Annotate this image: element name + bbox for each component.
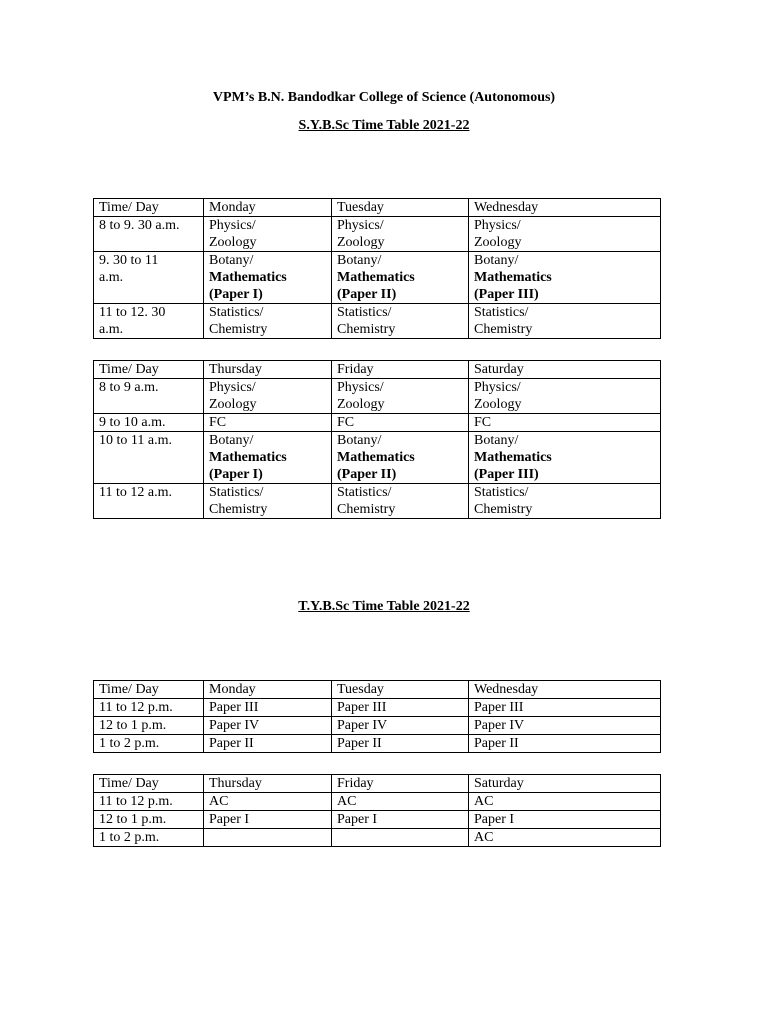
table-row xyxy=(94,793,661,811)
table-cell: Statistics/ Chemistry xyxy=(204,484,332,519)
table-row xyxy=(94,217,661,252)
sy-timetable-thu-sat xyxy=(93,360,661,519)
time-cell: 9. 30 to 11 a.m. xyxy=(94,252,204,304)
header-cell: Tuesday xyxy=(332,681,469,699)
college-title: VPM’s B.N. Bandodkar College of Science (Autonomous) xyxy=(212,90,556,105)
table-cell: Paper I xyxy=(332,811,469,829)
table-cell: Statistics/ Chemistry xyxy=(469,304,661,339)
table-cell: Statistics/ Chemistry xyxy=(332,484,469,519)
table-cell xyxy=(332,432,469,484)
time-cell: 12 to 1 p.m. xyxy=(94,811,204,829)
subject-bold-text: Mathematics (Paper II) xyxy=(337,270,415,302)
header-cell: Wednesday xyxy=(469,681,661,699)
subject-text: Botany/ xyxy=(209,433,254,448)
ty-timetable-thu-sat xyxy=(93,774,661,847)
time-cell: 8 to 9. 30 a.m. xyxy=(94,217,204,252)
subject-text: Botany/ xyxy=(474,253,519,268)
header-cell: Time/ Day xyxy=(94,681,204,699)
table-cell: AC xyxy=(469,829,661,847)
header-cell: Friday xyxy=(332,361,469,379)
table-cell xyxy=(332,252,469,304)
table-cell: Paper III xyxy=(332,699,469,717)
table-cell: Statistics/ Chemistry xyxy=(332,304,469,339)
time-cell: 11 to 12 p.m. xyxy=(94,793,204,811)
table-cell: Physics/ Zoology xyxy=(204,217,332,252)
table-cell: AC xyxy=(204,793,332,811)
header-cell: Time/ Day xyxy=(94,361,204,379)
table-cell xyxy=(469,252,661,304)
time-cell: 11 to 12 p.m. xyxy=(94,699,204,717)
table-cell: Paper II xyxy=(204,735,332,753)
table-row xyxy=(94,717,661,735)
header-cell: Monday xyxy=(204,681,332,699)
sy-timetable-mon-wed xyxy=(93,198,661,339)
table-row xyxy=(94,484,661,519)
table-header-row xyxy=(94,775,661,793)
header-cell: Wednesday xyxy=(469,199,661,217)
time-cell: 9 to 10 a.m. xyxy=(94,414,204,432)
subject-bold-text: Mathematics (Paper III) xyxy=(474,450,552,482)
header-cell: Saturday xyxy=(469,775,661,793)
table-cell: Statistics/ Chemistry xyxy=(204,304,332,339)
table-row xyxy=(94,699,661,717)
time-cell: 1 to 2 p.m. xyxy=(94,735,204,753)
table-cell: Paper I xyxy=(204,811,332,829)
table-row xyxy=(94,379,661,414)
table-header-row xyxy=(94,681,661,699)
table-cell xyxy=(204,252,332,304)
table-cell: FC xyxy=(204,414,332,432)
table-cell: Paper IV xyxy=(469,717,661,735)
subject-text: Botany/ xyxy=(337,433,382,448)
table-cell: AC xyxy=(469,793,661,811)
table-row xyxy=(94,432,661,484)
time-cell: 12 to 1 p.m. xyxy=(94,717,204,735)
header-cell: Time/ Day xyxy=(94,199,204,217)
table-cell: Physics/ Zoology xyxy=(469,379,661,414)
table-cell xyxy=(469,432,661,484)
table-cell: FC xyxy=(332,414,469,432)
table-cell: Statistics/ Chemistry xyxy=(469,484,661,519)
table-cell: Paper IV xyxy=(332,717,469,735)
ty-timetable-mon-wed xyxy=(93,680,661,753)
table-cell: Paper IV xyxy=(204,717,332,735)
table-header-row xyxy=(94,361,661,379)
header-cell: Time/ Day xyxy=(94,775,204,793)
table-row xyxy=(94,735,661,753)
subject-bold-text: Mathematics (Paper I) xyxy=(209,270,287,302)
table-cell xyxy=(332,829,469,847)
table-row xyxy=(94,829,661,847)
subject-text: Botany/ xyxy=(337,253,382,268)
table-cell: Paper II xyxy=(469,735,661,753)
table-header-row xyxy=(94,199,661,217)
table-cell: Physics/ Zoology xyxy=(332,379,469,414)
subject-text: Botany/ xyxy=(474,433,519,448)
subject-bold-text: Mathematics (Paper III) xyxy=(474,270,552,302)
table-cell xyxy=(204,829,332,847)
sy-title-text: S.Y.B.Sc Time Table 2021-22 xyxy=(298,118,470,133)
table-row xyxy=(94,414,661,432)
table-cell: Paper III xyxy=(204,699,332,717)
table-row xyxy=(94,252,661,304)
header-cell: Monday xyxy=(204,199,332,217)
time-cell: 8 to 9 a.m. xyxy=(94,379,204,414)
ty-title xyxy=(0,598,768,615)
ty-title-text: T.Y.B.Sc Time Table 2021-22 xyxy=(298,599,470,614)
subject-text: Botany/ xyxy=(209,253,254,268)
header-cell: Tuesday xyxy=(332,199,469,217)
header-cell: Friday xyxy=(332,775,469,793)
table-cell: AC xyxy=(332,793,469,811)
time-cell: 11 to 12 a.m. xyxy=(94,484,204,519)
table-cell xyxy=(204,432,332,484)
subject-bold-text: Mathematics (Paper II) xyxy=(337,450,415,482)
sy-title xyxy=(0,117,768,134)
time-cell: 10 to 11 a.m. xyxy=(94,432,204,484)
table-cell: Paper III xyxy=(469,699,661,717)
time-cell: 11 to 12. 30 a.m. xyxy=(94,304,204,339)
table-cell: Paper II xyxy=(332,735,469,753)
table-row xyxy=(94,811,661,829)
time-cell: 1 to 2 p.m. xyxy=(94,829,204,847)
header-cell: Thursday xyxy=(204,361,332,379)
table-cell: Physics/ Zoology xyxy=(332,217,469,252)
table-cell: FC xyxy=(469,414,661,432)
table-cell: Physics/ Zoology xyxy=(204,379,332,414)
subject-bold-text: Mathematics (Paper I) xyxy=(209,450,287,482)
table-cell: Paper I xyxy=(469,811,661,829)
header-cell: Thursday xyxy=(204,775,332,793)
table-row xyxy=(94,304,661,339)
header-cell: Saturday xyxy=(469,361,661,379)
table-cell: Physics/ Zoology xyxy=(469,217,661,252)
